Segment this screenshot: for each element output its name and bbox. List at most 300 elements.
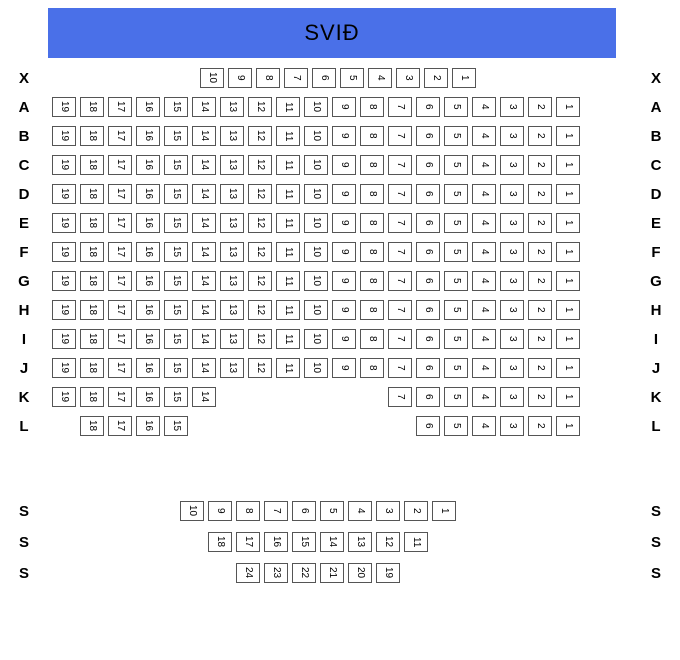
row-label-right: E (650, 215, 661, 232)
seat[interactable]: 17 (108, 271, 132, 291)
seat[interactable]: 18 (80, 126, 104, 146)
seat[interactable]: 2 (528, 387, 552, 407)
seat[interactable]: 4 (348, 501, 372, 521)
seat[interactable]: 1 (556, 300, 580, 320)
seat[interactable]: 8 (360, 271, 384, 291)
seat[interactable]: 4 (472, 329, 496, 349)
seat[interactable]: 2 (528, 416, 552, 436)
seat[interactable]: 14 (192, 329, 216, 349)
seat[interactable]: 7 (264, 501, 288, 521)
seat[interactable]: 2 (528, 358, 552, 378)
row-seats (48, 122, 632, 151)
seat[interactable]: 18 (80, 184, 104, 204)
seat[interactable]: 14 (320, 532, 344, 552)
seat[interactable]: 19 (52, 184, 76, 204)
seat[interactable]: 8 (360, 329, 384, 349)
seat[interactable]: 16 (136, 213, 160, 233)
seat[interactable]: 14 (192, 242, 216, 262)
seat[interactable]: 17 (108, 416, 132, 436)
seat[interactable]: 4 (368, 68, 392, 88)
seat[interactable]: 13 (220, 271, 244, 291)
seat[interactable]: 8 (360, 97, 384, 117)
row-label-left: G (18, 273, 30, 290)
seat[interactable]: 9 (332, 155, 356, 175)
seat[interactable]: 12 (248, 358, 272, 378)
seat[interactable]: 8 (360, 242, 384, 262)
seat[interactable]: 10 (304, 213, 328, 233)
seat[interactable]: 3 (500, 329, 524, 349)
seat[interactable]: 11 (276, 358, 300, 378)
seat[interactable]: 1 (556, 97, 580, 117)
seat[interactable]: 19 (52, 329, 76, 349)
seat[interactable]: 7 (388, 329, 412, 349)
seat[interactable]: 1 (556, 329, 580, 349)
seat[interactable]: 17 (108, 387, 132, 407)
seat[interactable]: 7 (388, 213, 412, 233)
seat[interactable]: 13 (220, 97, 244, 117)
seat[interactable]: 7 (388, 155, 412, 175)
seat[interactable]: 3 (500, 242, 524, 262)
seat-row (0, 558, 680, 589)
seat[interactable]: 14 (192, 300, 216, 320)
seat-row (0, 238, 680, 267)
seat[interactable]: 9 (332, 300, 356, 320)
seat[interactable]: 16 (136, 184, 160, 204)
seat[interactable]: 13 (220, 242, 244, 262)
seat[interactable]: 7 (388, 97, 412, 117)
seat[interactable]: 7 (388, 300, 412, 320)
seat[interactable]: 6 (416, 213, 440, 233)
seat[interactable]: 11 (404, 532, 428, 552)
seat[interactable]: 12 (248, 213, 272, 233)
seat[interactable]: 12 (248, 184, 272, 204)
seat[interactable]: 23 (264, 563, 288, 583)
seat[interactable]: 14 (192, 184, 216, 204)
seat[interactable]: 19 (52, 213, 76, 233)
seat[interactable]: 5 (444, 300, 468, 320)
seat[interactable]: 18 (80, 300, 104, 320)
seat[interactable]: 6 (416, 358, 440, 378)
seat[interactable]: 9 (228, 68, 252, 88)
row-seats (48, 528, 632, 557)
row-seats (48, 354, 632, 383)
seat[interactable]: 4 (472, 184, 496, 204)
row-label-right: C (650, 157, 662, 174)
seat[interactable]: 1 (556, 155, 580, 175)
seat[interactable]: 7 (388, 242, 412, 262)
seat[interactable]: 13 (220, 213, 244, 233)
seat[interactable]: 19 (52, 358, 76, 378)
row-label-right: L (651, 418, 661, 435)
seat[interactable]: 11 (276, 300, 300, 320)
seat[interactable]: 3 (500, 213, 524, 233)
seat[interactable]: 10 (304, 329, 328, 349)
seat[interactable]: 12 (248, 97, 272, 117)
seat[interactable]: 8 (360, 126, 384, 146)
seat-row (0, 122, 680, 151)
seat[interactable]: 2 (528, 213, 552, 233)
seat[interactable]: 17 (236, 532, 260, 552)
seat-map (0, 64, 680, 589)
seat[interactable]: 16 (136, 271, 160, 291)
seat[interactable]: 6 (416, 329, 440, 349)
seat[interactable]: 3 (500, 155, 524, 175)
seat[interactable]: 18 (80, 213, 104, 233)
seat[interactable]: 6 (312, 68, 336, 88)
seat[interactable]: 12 (248, 126, 272, 146)
seat[interactable]: 4 (472, 300, 496, 320)
seat[interactable]: 15 (164, 126, 188, 146)
seat[interactable]: 3 (500, 300, 524, 320)
seat[interactable]: 9 (208, 501, 232, 521)
seat[interactable]: 16 (264, 532, 288, 552)
seat[interactable]: 2 (528, 126, 552, 146)
row-seats (48, 64, 632, 93)
row-label-right: X (650, 70, 661, 87)
seat[interactable]: 19 (52, 300, 76, 320)
seat[interactable]: 5 (444, 271, 468, 291)
seat[interactable]: 17 (108, 329, 132, 349)
seat[interactable]: 10 (304, 300, 328, 320)
seat[interactable]: 18 (80, 271, 104, 291)
seat[interactable]: 15 (164, 329, 188, 349)
seat[interactable]: 17 (108, 155, 132, 175)
row-label-left: J (19, 360, 29, 377)
seat[interactable]: 2 (528, 271, 552, 291)
row-seats (48, 180, 632, 209)
seat[interactable]: 2 (528, 184, 552, 204)
seat[interactable]: 5 (444, 416, 468, 436)
row-label-right: F (651, 244, 661, 261)
seat[interactable]: 9 (332, 329, 356, 349)
seat-row (0, 209, 680, 238)
seat[interactable]: 9 (332, 213, 356, 233)
seat[interactable]: 1 (556, 213, 580, 233)
seat[interactable]: 19 (52, 387, 76, 407)
seat[interactable]: 16 (136, 300, 160, 320)
row-label-left: E (18, 215, 29, 232)
seat[interactable]: 15 (164, 242, 188, 262)
seat[interactable]: 7 (284, 68, 308, 88)
seat[interactable]: 13 (220, 126, 244, 146)
seat[interactable]: 13 (220, 184, 244, 204)
seat[interactable]: 12 (248, 300, 272, 320)
seat[interactable]: 10 (304, 242, 328, 262)
seat[interactable]: 18 (80, 97, 104, 117)
row-label-right: J (651, 360, 661, 377)
seat[interactable]: 11 (276, 213, 300, 233)
seat[interactable]: 15 (164, 213, 188, 233)
row-seats (48, 383, 632, 412)
seat[interactable]: 5 (444, 184, 468, 204)
seat[interactable]: 16 (136, 358, 160, 378)
seat[interactable]: 16 (136, 155, 160, 175)
seat[interactable]: 6 (292, 501, 316, 521)
seat-row (0, 325, 680, 354)
row-label-right: G (650, 273, 662, 290)
seat[interactable]: 12 (248, 155, 272, 175)
seat[interactable]: 10 (180, 501, 204, 521)
seat[interactable]: 15 (292, 532, 316, 552)
row-label-left: F (19, 244, 29, 261)
seat[interactable]: 20 (348, 563, 372, 583)
seat[interactable]: 1 (556, 358, 580, 378)
seat[interactable]: 3 (500, 271, 524, 291)
seat[interactable]: 18 (208, 532, 232, 552)
seat[interactable]: 4 (472, 271, 496, 291)
seat[interactable]: 11 (276, 184, 300, 204)
seat[interactable]: 3 (500, 416, 524, 436)
seat[interactable]: 10 (200, 68, 224, 88)
seat[interactable]: 4 (472, 387, 496, 407)
row-label-right: K (650, 389, 662, 406)
row-seats (48, 151, 632, 180)
seat[interactable]: 1 (432, 501, 456, 521)
seat[interactable]: 11 (276, 97, 300, 117)
row-label-right: D (650, 186, 662, 203)
seat[interactable]: 6 (416, 242, 440, 262)
seat[interactable]: 2 (528, 155, 552, 175)
seat[interactable]: 11 (276, 126, 300, 146)
seat-row (0, 383, 680, 412)
seat[interactable]: 16 (136, 387, 160, 407)
seat-row (0, 64, 680, 93)
seat[interactable]: 17 (108, 126, 132, 146)
seat[interactable]: 13 (220, 300, 244, 320)
seat[interactable]: 8 (360, 300, 384, 320)
seat[interactable]: 12 (248, 242, 272, 262)
stage-label: SVIÐ (304, 20, 360, 45)
seat-row (0, 412, 680, 441)
seat[interactable]: 19 (52, 126, 76, 146)
seat[interactable]: 8 (360, 155, 384, 175)
seat-row (0, 151, 680, 180)
seat[interactable]: 5 (444, 97, 468, 117)
seat[interactable]: 14 (192, 97, 216, 117)
seat[interactable]: 13 (220, 329, 244, 349)
seat[interactable]: 3 (396, 68, 420, 88)
seat[interactable]: 13 (220, 358, 244, 378)
seat[interactable]: 11 (276, 242, 300, 262)
seat[interactable]: 1 (556, 271, 580, 291)
seat[interactable]: 1 (556, 416, 580, 436)
row-label-left: C (18, 157, 30, 174)
row-seats (48, 497, 632, 526)
seat[interactable]: 5 (320, 501, 344, 521)
seat[interactable]: 1 (556, 126, 580, 146)
seat[interactable]: 17 (108, 97, 132, 117)
seat[interactable]: 11 (276, 271, 300, 291)
seat[interactable]: 4 (472, 126, 496, 146)
seat[interactable]: 7 (388, 126, 412, 146)
seat[interactable]: 5 (444, 242, 468, 262)
row-label-left: S (18, 534, 29, 551)
row-seats (48, 559, 632, 588)
seat[interactable]: 18 (80, 358, 104, 378)
seat[interactable]: 19 (52, 271, 76, 291)
seat[interactable]: 16 (136, 242, 160, 262)
seat[interactable]: 10 (304, 358, 328, 378)
seat[interactable]: 19 (52, 97, 76, 117)
aisle-gap (0, 441, 680, 496)
seat[interactable]: 15 (164, 184, 188, 204)
seat[interactable]: 5 (444, 329, 468, 349)
seat[interactable]: 17 (108, 242, 132, 262)
seat[interactable]: 3 (376, 501, 400, 521)
seat[interactable]: 2 (528, 242, 552, 262)
seat[interactable]: 2 (528, 329, 552, 349)
seat[interactable]: 14 (192, 271, 216, 291)
seat[interactable]: 3 (500, 97, 524, 117)
seat[interactable]: 4 (472, 242, 496, 262)
seat[interactable]: 7 (388, 184, 412, 204)
seat[interactable]: 5 (444, 387, 468, 407)
seat[interactable]: 17 (108, 358, 132, 378)
row-label-right: S (650, 534, 661, 551)
seat[interactable]: 16 (136, 329, 160, 349)
seat[interactable]: 2 (528, 300, 552, 320)
seat[interactable]: 14 (192, 358, 216, 378)
seat[interactable]: 18 (80, 329, 104, 349)
seat-row (0, 527, 680, 558)
seat[interactable]: 19 (52, 242, 76, 262)
seat[interactable]: 5 (444, 213, 468, 233)
seat[interactable]: 9 (332, 97, 356, 117)
seat[interactable]: 15 (164, 300, 188, 320)
row-label-left: X (18, 70, 29, 87)
seat[interactable]: 4 (472, 213, 496, 233)
seat[interactable]: 2 (404, 501, 428, 521)
seat[interactable]: 15 (164, 387, 188, 407)
seat[interactable]: 6 (416, 300, 440, 320)
seat[interactable]: 1 (556, 184, 580, 204)
seat[interactable]: 7 (388, 271, 412, 291)
seat[interactable]: 6 (416, 387, 440, 407)
seat[interactable]: 10 (304, 184, 328, 204)
row-seats (48, 93, 632, 122)
seat[interactable]: 3 (500, 387, 524, 407)
row-label-left: I (21, 331, 27, 348)
seat[interactable]: 17 (108, 213, 132, 233)
seat[interactable]: 10 (304, 126, 328, 146)
seat[interactable]: 8 (360, 213, 384, 233)
seat[interactable]: 5 (340, 68, 364, 88)
seat[interactable]: 15 (164, 416, 188, 436)
seat[interactable]: 1 (556, 387, 580, 407)
row-seats (48, 296, 632, 325)
seat[interactable]: 2 (528, 97, 552, 117)
seat[interactable]: 5 (444, 126, 468, 146)
seat[interactable]: 8 (360, 358, 384, 378)
seat[interactable]: 12 (248, 271, 272, 291)
seat[interactable]: 5 (444, 155, 468, 175)
seat[interactable]: 7 (388, 358, 412, 378)
seat[interactable]: 1 (556, 242, 580, 262)
row-label-right: S (650, 503, 661, 520)
seat[interactable]: 9 (332, 184, 356, 204)
seat[interactable]: 11 (276, 329, 300, 349)
seat[interactable]: 18 (80, 387, 104, 407)
seat[interactable]: 4 (472, 97, 496, 117)
row-label-right: S (650, 565, 661, 582)
row-label-left: D (18, 186, 30, 203)
seat[interactable]: 6 (416, 271, 440, 291)
seat[interactable]: 10 (304, 97, 328, 117)
seat-row (0, 180, 680, 209)
seat[interactable]: 6 (416, 155, 440, 175)
seat[interactable]: 16 (136, 416, 160, 436)
seat[interactable]: 10 (304, 271, 328, 291)
seat[interactable]: 12 (248, 329, 272, 349)
seat[interactable]: 10 (304, 155, 328, 175)
seat[interactable]: 17 (108, 184, 132, 204)
seat[interactable]: 4 (472, 358, 496, 378)
seat[interactable]: 14 (192, 213, 216, 233)
seat[interactable]: 14 (192, 387, 216, 407)
seat[interactable]: 6 (416, 126, 440, 146)
row-seats (48, 267, 632, 296)
seat[interactable]: 19 (52, 155, 76, 175)
seat[interactable]: 14 (192, 126, 216, 146)
seat[interactable]: 13 (348, 532, 372, 552)
seat[interactable]: 18 (80, 416, 104, 436)
seat[interactable]: 8 (256, 68, 280, 88)
seat[interactable]: 12 (376, 532, 400, 552)
seat[interactable]: 6 (416, 97, 440, 117)
seat[interactable]: 13 (220, 155, 244, 175)
seat[interactable]: 18 (80, 242, 104, 262)
seat[interactable]: 4 (472, 416, 496, 436)
row-label-right: A (650, 99, 662, 116)
seat[interactable]: 11 (276, 155, 300, 175)
seat[interactable]: 3 (500, 126, 524, 146)
seat[interactable]: 5 (444, 358, 468, 378)
seat[interactable]: 9 (332, 358, 356, 378)
seat[interactable]: 22 (292, 563, 316, 583)
seat[interactable]: 8 (236, 501, 260, 521)
seat[interactable]: 1 (452, 68, 476, 88)
seat[interactable]: 6 (416, 416, 440, 436)
seat[interactable]: 16 (136, 126, 160, 146)
seat[interactable]: 6 (416, 184, 440, 204)
seat[interactable]: 19 (376, 563, 400, 583)
seat[interactable]: 21 (320, 563, 344, 583)
row-label-left: L (19, 418, 29, 435)
row-label-right: I (653, 331, 659, 348)
seat[interactable]: 15 (164, 358, 188, 378)
seat[interactable]: 14 (192, 155, 216, 175)
seat[interactable]: 9 (332, 242, 356, 262)
seat[interactable]: 15 (164, 155, 188, 175)
seat[interactable]: 2 (424, 68, 448, 88)
seat[interactable]: 17 (108, 300, 132, 320)
seat[interactable]: 24 (236, 563, 260, 583)
seat[interactable]: 15 (164, 97, 188, 117)
seat[interactable]: 4 (472, 155, 496, 175)
seat[interactable]: 3 (500, 184, 524, 204)
row-label-left: H (18, 302, 30, 319)
seat[interactable]: 3 (500, 358, 524, 378)
seat[interactable]: 15 (164, 271, 188, 291)
seat[interactable]: 8 (360, 184, 384, 204)
seat[interactable]: 16 (136, 97, 160, 117)
seat[interactable]: 9 (332, 126, 356, 146)
row-label-left: B (18, 128, 30, 145)
seat[interactable]: 9 (332, 271, 356, 291)
seat[interactable]: 18 (80, 155, 104, 175)
seat[interactable]: 7 (388, 387, 412, 407)
row-label-right: B (650, 128, 662, 145)
